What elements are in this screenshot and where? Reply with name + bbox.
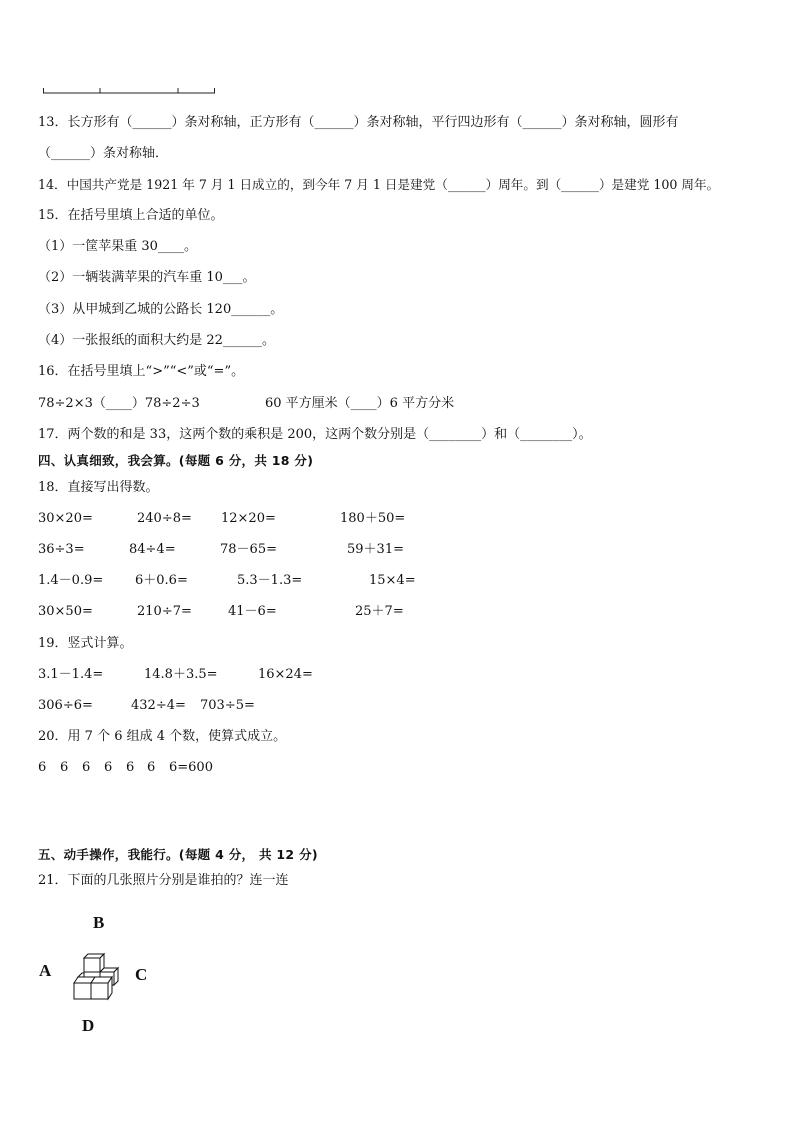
calc-cell: 59＋31= [347, 542, 404, 557]
question-15-item-3: （3）从甲城到乙城的公路长 120______。 [38, 302, 284, 317]
calc-cell: 41－6= [228, 604, 277, 619]
digit: 6 [60, 760, 69, 775]
calc-cell: 1.4－0.9= [38, 573, 104, 588]
calc-cell: 36÷3= [38, 542, 85, 557]
calc-cell: 30×50= [38, 604, 93, 619]
question-16-a: 78÷2×3（____）78÷2÷3 [38, 396, 200, 411]
calc-cell: 12×20= [221, 511, 276, 526]
calc-cell: 84÷4= [129, 542, 176, 557]
calc-cell: 25＋7= [355, 604, 404, 619]
calc-cell: 5.3－1.3= [237, 573, 303, 588]
question-14: 14．中国共产党是 1921 年 7 月 1 日成立的，到今年 7 月 1 日是建党（______）周年。到（______）是建党 100 周年。 [38, 177, 720, 192]
viewpoint-label-b: B [93, 913, 105, 932]
calc-cell: 210÷7= [137, 604, 192, 619]
section-4-heading: 四、认真细致，我会算。(每题 6 分，共 18 分) [38, 453, 314, 468]
question-20-title: 20．用 7 个 6 组成 4 个数，使算式成立。 [38, 729, 287, 744]
calc-cell: 30×20= [38, 511, 93, 526]
question-19-title: 19．竖式计算。 [38, 636, 133, 651]
vertical-calc-cell: 3.1－1.4= [38, 667, 104, 682]
vertical-calc-cell: 703÷5= [200, 698, 255, 713]
section-5-heading: 五、动手操作，我能行。(每题 4 分， 共 12 分) [38, 847, 318, 862]
question-15-item-4: （4）一张报纸的面积大约是 22______。 [38, 333, 275, 348]
digit: 6 [147, 760, 156, 775]
calc-cell: 15×4= [369, 573, 416, 588]
question-18-title: 18．直接写出得数。 [38, 480, 159, 495]
question-15-title: 15．在括号里填上合适的单位。 [38, 208, 224, 223]
viewpoint-label-a: A [39, 961, 52, 980]
question-21-title: 21．下面的几张照片分别是谁拍的？连一连 [38, 873, 289, 888]
vertical-calc-cell: 306÷6= [38, 698, 93, 713]
question-13-line-2: （______）条对称轴． [38, 146, 169, 161]
calc-cell: 180＋50= [340, 511, 406, 526]
digit-equation: 6=600 [169, 760, 213, 775]
question-16-title: 16．在括号里填上“>”“<”或“=”。 [38, 364, 245, 379]
question-15-item-1: （1）一筐苹果重 30____。 [38, 239, 197, 254]
digit: 6 [38, 760, 47, 775]
question-17: 17．两个数的和是 33，这两个数的乘积是 200，这两个数分别是（________）和（________）。 [38, 427, 592, 442]
vertical-calc-cell: 432÷4= [131, 698, 186, 713]
calc-cell: 6＋0.6= [135, 573, 188, 588]
question-15-item-2: （2）一辆装满苹果的汽车重 10___。 [38, 270, 256, 285]
calc-cell: 240÷8= [137, 511, 192, 526]
viewpoint-label-d: D [82, 1016, 95, 1035]
calc-cell: 78－65= [220, 542, 277, 557]
question-16-b: 60 平方厘米（____）6 平方分米 [265, 396, 455, 411]
viewpoint-label-c: C [135, 965, 148, 984]
vertical-calc-cell: 16×24= [258, 667, 313, 682]
question-13-line-1: 13．长方形有（______）条对称轴，正方形有（______）条对称轴，平行四边形有（______）条对称轴，圆形有 [38, 115, 679, 130]
digit: 6 [104, 760, 113, 775]
vertical-calc-cell: 14.8＋3.5= [144, 667, 218, 682]
digit: 6 [82, 760, 91, 775]
digit: 6 [126, 760, 135, 775]
